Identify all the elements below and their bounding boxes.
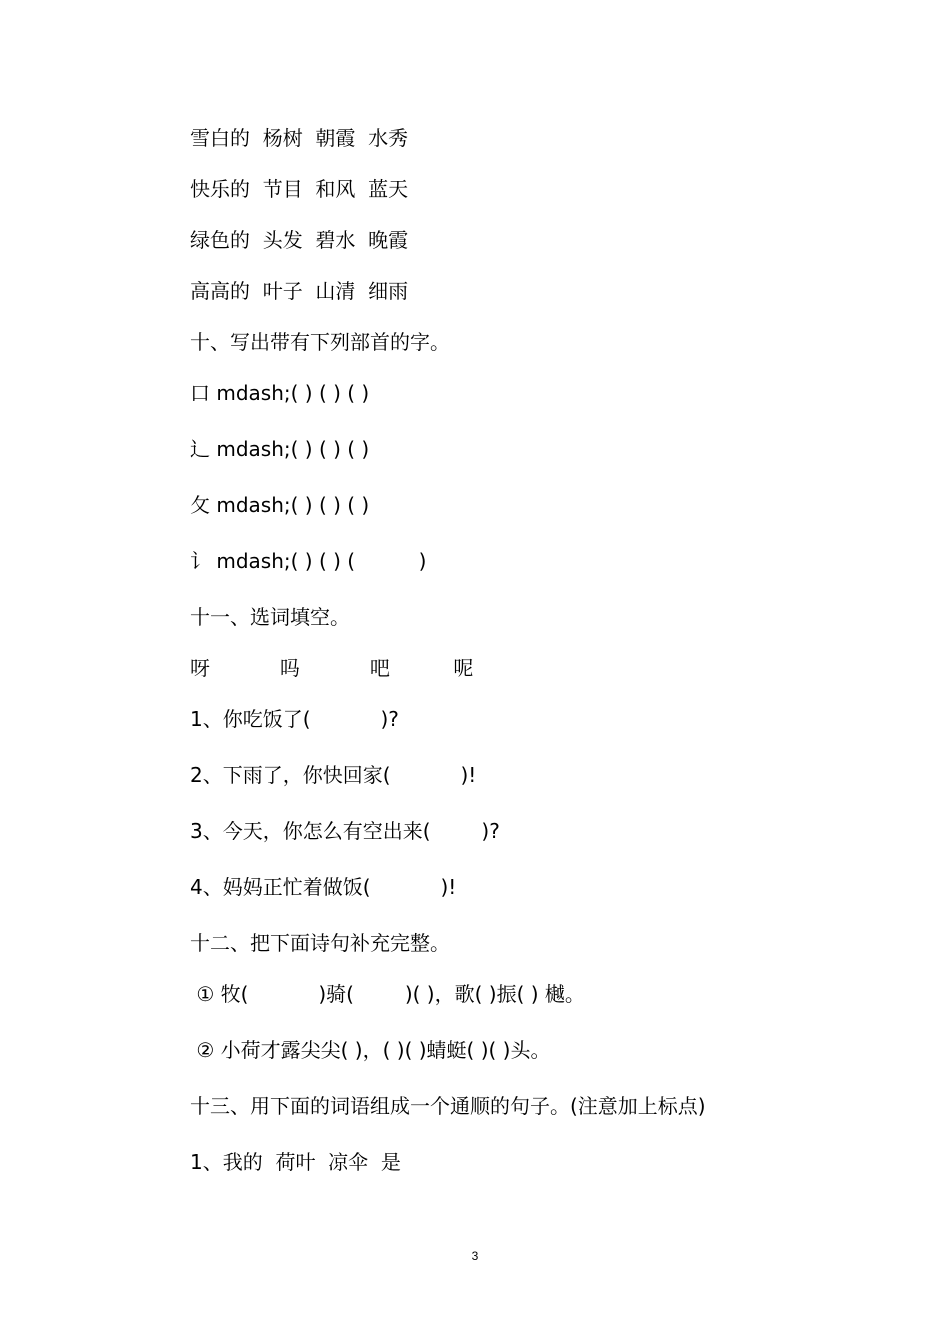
- phrase-row-3: 绿色的 头发 碧水 晚霞: [190, 228, 409, 252]
- poem-line-2: ② 小荷才露尖尖( )，( )( )蜻蜓( )( )头。: [190, 1038, 551, 1062]
- radical-row-4: 讠 mdash;( ) ( ) ( ): [190, 549, 427, 573]
- section-13-heading: 十三、用下面的词语组成一个通顺的句子。(注意加上标点): [190, 1094, 706, 1118]
- phrase-row-4: 高高的 叶子 山清 细雨: [190, 279, 409, 303]
- section-12-heading: 十二、把下面诗句补充完整。: [190, 931, 450, 955]
- radical-row-1: 口 mdash;( ) ( ) ( ): [190, 381, 370, 405]
- fill-item-2: 2、下雨了，你快回家( )!: [190, 763, 477, 787]
- section-10-heading: 十、写出带有下列部首的字。: [190, 330, 450, 354]
- fill-item-1: 1、你吃饭了( )?: [190, 707, 399, 731]
- phrase-row-1: 雪白的 杨树 朝霞 水秀: [190, 126, 409, 150]
- phrase-row-2: 快乐的 节目 和风 蓝天: [190, 177, 409, 201]
- word-choices: 呀 吗 吧 呢: [190, 656, 474, 680]
- section-11-heading: 十一、选词填空。: [190, 605, 350, 629]
- sentence-item-1: 1、我的 荷叶 凉伞 是: [190, 1150, 401, 1174]
- radical-row-3: 攵 mdash;( ) ( ) ( ): [190, 493, 370, 517]
- page-number: 3: [471, 1249, 479, 1263]
- radical-row-2: 辶 mdash;( ) ( ) ( ): [190, 437, 370, 461]
- fill-item-4: 4、妈妈正忙着做饭( )!: [190, 875, 457, 899]
- poem-line-1: ① 牧( )骑( )( )，歌( )振( ) 樾。: [190, 982, 585, 1006]
- fill-item-3: 3、今天，你怎么有空出来( )?: [190, 819, 500, 843]
